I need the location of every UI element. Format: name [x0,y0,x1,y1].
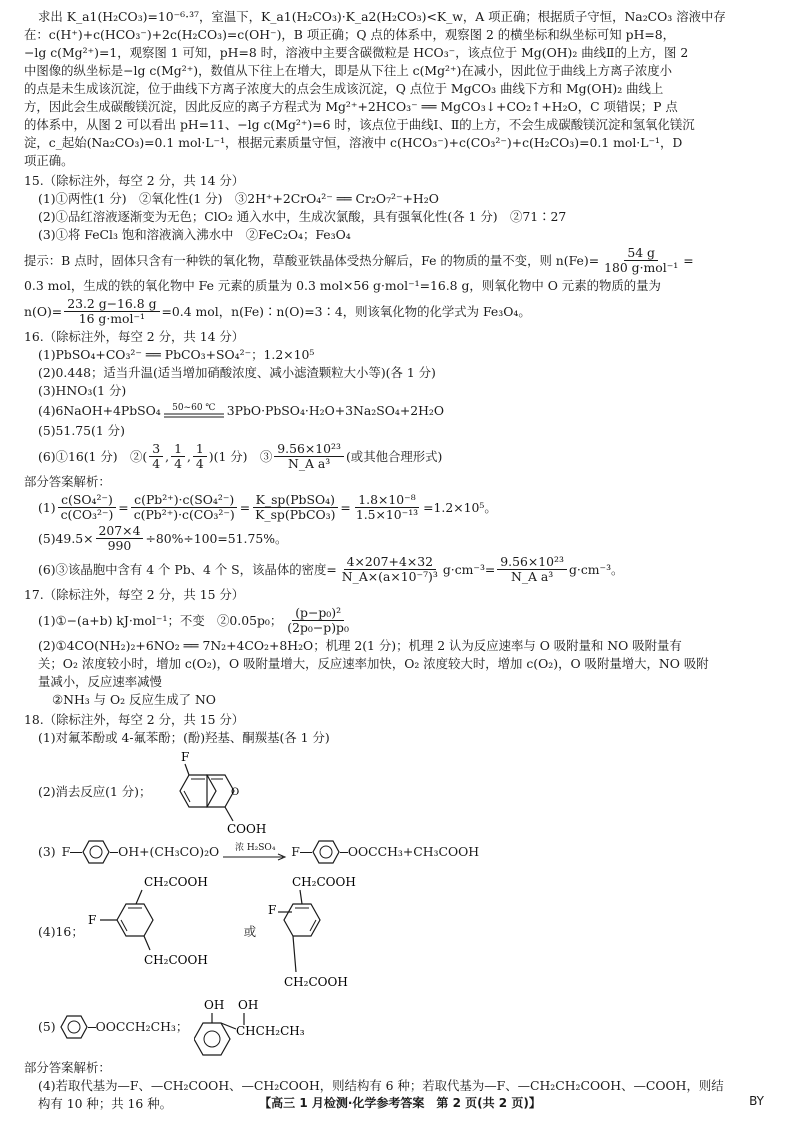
numerator: 1.8×10⁻⁸ [355,493,418,508]
numerator: c(Pb²⁺)·c(SO₄²⁻) [131,493,237,508]
q17-heading: 17.（除标注外，每空 2 分，共 15 分） [24,587,245,602]
fluorine-label: F [181,750,190,764]
hydroxyl-label: OH [238,998,259,1012]
fraction [171,442,185,471]
bond [88,1027,96,1028]
fraction [284,606,352,635]
intro-line: 求出 K_a1(H₂CO₃)=10⁻⁶·³⁷，室温下，K_a1(H₂CO₃)·K_a2(H₂CO₃)<K_w，A 项正确；根据质子守恒，Na₂CO₃ 溶液中存 [38,9,726,24]
numerator: c(SO₄²⁻) [58,493,116,508]
numerator: K_sp(PbSO₄) [253,493,338,508]
bond [185,764,189,775]
chain-label: CHCH₂CH₃ [236,1024,305,1038]
question-15 [24,172,776,326]
q16-parse-heading: 部分答案解析： [24,474,111,489]
denominator: 180 g·mol⁻¹ [604,260,679,275]
q17-answer-2b: ②NH₃ 与 O₂ 反应生成了 NO [52,692,216,707]
page-footer [0,1090,800,1114]
q18-text: (3) [38,844,56,859]
substituent-label: CH₂COOH [143,953,208,967]
bond [300,890,302,904]
denominator: K_sp(PbCO₃) [255,507,336,522]
benzene-ring-icon [82,839,110,865]
q18-heading: 18.（除标注外，每空 2 分，共 15 分） [24,712,245,727]
q14-continuation [24,8,776,170]
numerator: 9.56×10²³ [274,442,344,457]
fraction [339,555,441,584]
question-16 [24,328,776,584]
denominator: 990 [107,538,132,553]
intro-line: 淀，c_起始(Na₂CO₃)=0.1 mol·L⁻¹，根据元素质量守恒，溶液中 c(HCO₃⁻)+c(CO₃²⁻)+c(H₂CO₃)=0.1 mol·L⁻¹，D [24,135,683,150]
denominator: N_A a³ [510,569,554,584]
q16-text: (5)49.5× [38,530,94,546]
bond [70,852,82,853]
reaction-arrow [164,403,224,419]
fraction [252,493,338,522]
q16-parse-6 [24,555,776,584]
q16-text: (6)③该晶胞中含有 4 个 Pb、4 个 S，该晶体的密度= [38,561,337,577]
fluorine-label: F [268,903,277,917]
q18-text: (4)16； [38,924,84,939]
reaction-condition: 50~60 ℃ [172,403,216,413]
q18-text: (2)消去反应(1 分)； [38,784,152,799]
q16-text: =1.2×10⁵。 [423,499,497,515]
intro-line: 的点是未生成该沉淀，位于曲线下方离子浓度大的点会生成该沉淀，Q 点位于 MgCO₃ 曲线下方和 Mg(OH)₂ 曲线上 [24,81,664,96]
benzene-ring [180,775,216,807]
fraction [601,246,681,275]
double-line-icon [164,413,224,419]
denominator: 4 [195,456,204,471]
bond [340,852,348,853]
q16-answer-5: (5)51.75(1 分) [38,423,125,438]
fraction [64,297,159,326]
numerator: (p−p₀)² [292,606,344,621]
q18-answer-1: (1)对氟苯酚或 4-氟苯酚；(酚)羟基、酮羰基(各 1 分) [38,730,330,745]
hydroxyl-label: OH [204,998,225,1012]
numerator: 207×4 [96,524,144,539]
intro-line: −lg c(Mg²⁺)=1，观察图 1 可知，pH=8 时，溶液中主要含碳微粒是 HCO₃⁻，该点位于 Mg(OH)₂ 曲线Ⅱ的上方，图 2 [24,45,689,60]
q16-heading: 16.（除标注外，每空 2 分，共 14 分） [24,329,245,344]
fraction [149,442,163,471]
q18-parse-4-cont: 构有 10 种；共 16 种。 [38,1096,173,1111]
fluorine-label: F [87,913,97,927]
bond [225,807,233,821]
q15-heading: 15.（除标注外，每空 2 分，共 14 分） [24,173,245,188]
q16-answer-1: (1)PbSO₄+CO₃²⁻ ══ PbCO₃+SO₄²⁻；1.2×10⁵ [38,347,315,362]
q16-answer-2: (2)0.448；适当升温(适当增加硝酸浓度、减小滤渣颗粒大小等)(各 1 分) [38,365,436,380]
q17-text: (1)①−(a+b) kJ·mol⁻¹；不变 ②0.05p₀； [38,612,283,628]
q15-tip-row-1 [24,246,776,275]
denominator: 16 g·mol⁻¹ [78,311,145,326]
phenol-alcohol-structure [194,997,334,1057]
intro-line: 中图像的纵坐标是−lg c(Mg²⁺)，数值从下往上在增大，即是从下往上 c(Mg²⁺)在减小，因此位于曲线上方离子浓度小 [24,63,673,78]
fraction [96,524,144,553]
denominator: c(Pb²⁺)·c(CO₃²⁻) [133,507,235,522]
numerator: 4×207+4×32 [344,555,436,570]
denominator: c(CO₃²⁻) [60,507,114,522]
intro-line: 方，因此会生成碳酸镁沉淀，因此反应的离子方程式为 Mg²⁺+2HCO₃⁻ ══ MgCO₃↓+CO₂↑+H₂O，C 项错误；P 点 [24,99,678,114]
fraction [58,493,117,522]
denominator: N_A a³ [287,456,331,471]
q17-answer-1 [24,606,776,635]
q16-text: g·cm⁻³。 [568,561,624,577]
q17-answer-2-cont: 量减小，反应速率减慢 [38,674,162,689]
substituent-label: CH₂COOH [292,875,356,889]
intro-line: 的体系中，从图 2 可以看出 pH=11、−lg c(Mg²⁺)=6 时，该点位于曲线Ⅰ、Ⅱ的上方，不会生成碳酸镁沉淀和氢氧化镁沉 [24,117,695,132]
q16-reactants: (4)6NaOH+4PbSO₄ [38,403,161,418]
q18-answer-2 [24,749,776,835]
pyran-ring [207,775,234,807]
question-17 [24,586,776,709]
q18-or: 或 [243,924,257,939]
question-18 [24,711,776,1113]
reaction-condition: 浓 H₂SO₄ [234,843,276,853]
q18-text: F [291,844,300,859]
fraction [131,493,238,522]
q15-tip-text: n(O)= [24,303,63,319]
bond [293,936,296,972]
q18-text: (5) [38,1019,56,1034]
q16-answer-4 [24,402,776,420]
equals-sign: = [683,252,694,268]
q15-tip-text: =0.4 mol，n(Fe)∶n(O)=3∶4，则该氧化物的化学式为 Fe₃O₄。 [161,303,531,319]
q16-parse-5 [24,524,776,553]
reaction-arrow [223,843,287,861]
fraction [353,493,421,522]
oxygen-atom: O [231,787,240,798]
q16-parse-1: (1) $\frac{\text{c(SO₄²⁻)}}{\text{c(CO₃²⁻)}}$ = $\frac{\text{c(Pb²⁺)·c(SO₄²⁻)}}{\text{c(Pb²⁺)·c(CO₃²⁻)}}$ = $\frac{\text{K\_sp(PbSO₄)}}{\text{K\_sp(PbCO₃)}}$ = $\frac{\text{1.8×10⁻⁸}}{\text{1.5×10⁻¹³}}$ =1.2×10⁵。 [38,492,497,522]
denominator: 4 [152,456,161,471]
aromatic-circle [204,1031,220,1047]
numerator: 1 [171,442,185,457]
bond [300,852,312,853]
numerator: 3 [149,442,163,457]
chromene-carboxylic-acid-structure [151,749,291,835]
q15-answer-3: (3)①将 FeCl₃ 饱和溶液滴入沸水中 ②FeC₂O₄；Fe₃O₄ [38,227,351,242]
denominator: 4 [174,456,182,471]
answer-content [24,8,776,1113]
benzene-ring [194,1023,230,1055]
benzene-ring [117,904,153,936]
footer-code: BY [749,1094,764,1108]
q16-text: (或其他合理形式) [345,448,443,464]
q17-answer-2: (2)①4CO(NH₂)₂+6NO₂ ══ 7N₂+4CO₂+8H₂O；机理 2(1 分)；机理 2 认为反应速率与 O 吸附量和 NO 吸附量有 [38,638,682,653]
intro-line: 项正确。 [24,153,74,168]
fraction [497,555,567,584]
bond [110,852,118,853]
q15-tip-text: 提示：B 点时，固体只含有一种铁的氧化物，草酸亚铁晶体受热分解后，Fe 的物质的量不变，则 n(Fe)= [24,252,600,268]
substituent-label: CH₂COOH [143,875,208,889]
q16-text: ÷80%÷100=51.75%。 [145,530,288,546]
q18-answer-4 [24,869,776,995]
q18-parse-4: (4)若取代基为—F、—CH₂COOH、—CH₂COOH，则结构有 6 种；若取代基为—F、—CH₂CH₂COOH、—COOH，则结 [38,1078,724,1093]
isomer-structure-1 [84,872,234,992]
footer-title: 【高三 1 月检测·化学参考答案 第 2 页(共 2 页)】 [259,1096,541,1110]
benzene-ring [284,904,320,936]
intro-line: 在：c(H⁺)+c(HCO₃⁻)+2c(H₂CO₃)=c(OH⁻)，B 项正确；Q 点的体系中，观察图 2 的横坐标和纵坐标可知 pH=8， [24,27,676,42]
benzene-ring-icon [312,839,340,865]
numerator: 23.2 g−16.8 g [64,297,159,312]
arrow-right-icon [223,853,287,861]
q15-tip-line: 0.3 mol，生成的铁的氧化物中 Fe 元素的质量为 0.3 mol×56 g·mol⁻¹=16.8 g，则氧化物中 O 元素的物质的量为 [24,278,661,293]
benzene-ring-icon [60,1014,88,1040]
q18-answer-5 [24,997,776,1057]
carboxyl-label: COOH [227,822,267,835]
numerator: 9.56×10²³ [497,555,567,570]
q16-answer-6: (6)①16(1 分) ②( $\frac{3}{4}$ , $\frac{1}{4}$ , $\frac{1}{4}$ )(1 分) ③ $\frac{\text{9.56×10²³}}{\text{N\_A a³}}$ (或其他合理形式) [38,441,443,471]
q18-text: OH+(CH₃CO)₂O [118,844,220,859]
q18-text: F [61,844,71,859]
isomer-structure-2 [266,872,396,992]
q18-answer-3 [24,837,776,867]
bond [144,936,150,950]
q16-products: 3PbO·PbSO₄·H₂O+3Na₂SO₄+2H₂O [226,403,445,418]
fraction [193,442,207,471]
denominator: (2p₀−p)p₀ [287,620,349,635]
q16-text: (1) [38,499,56,515]
denominator: 1.5×10⁻¹³ [355,507,419,522]
q18-parse-heading: 部分答案解析： [24,1060,111,1075]
q18-text: OOCCH₂CH₃； [95,1019,189,1034]
q15-tip-row-2 [24,297,776,326]
q16-text: (6)①16(1 分) ②( [38,448,148,464]
bond [136,890,142,904]
q15-answer-1: (1)①两性(1 分) ②氧化性(1 分) ③2H⁺+2CrO₄²⁻ ══ Cr₂O₇²⁻+H₂O [38,191,439,206]
q18-text: OOCCH₃+CH₃COOH [347,844,480,859]
q16-text: g·cm⁻³= [442,561,496,577]
numerator: 1 [193,442,207,457]
q15-answer-2: (2)①品红溶液逐渐变为无色；ClO₂ 通入水中，生成次氯酸，具有强氧化性(各 1 分) ②71∶27 [38,209,567,224]
q16-answer-3: (3)HNO₃(1 分) [38,383,127,398]
denominator: N_A×(a×10⁻⁷)³ [341,569,438,584]
q17-answer-2-cont: 关；O₂ 浓度较小时，增加 c(O₂)，O 吸附量增大，反应速率加快，O₂ 浓度较大时，增加 c(O₂)，O 吸附量增大，NO 吸附 [38,656,709,671]
q16-text: )(1 分) ③ [208,448,273,464]
fraction [274,442,344,471]
substituent-label: CH₂COOH [284,975,348,989]
numerator: 54 g [624,246,658,261]
